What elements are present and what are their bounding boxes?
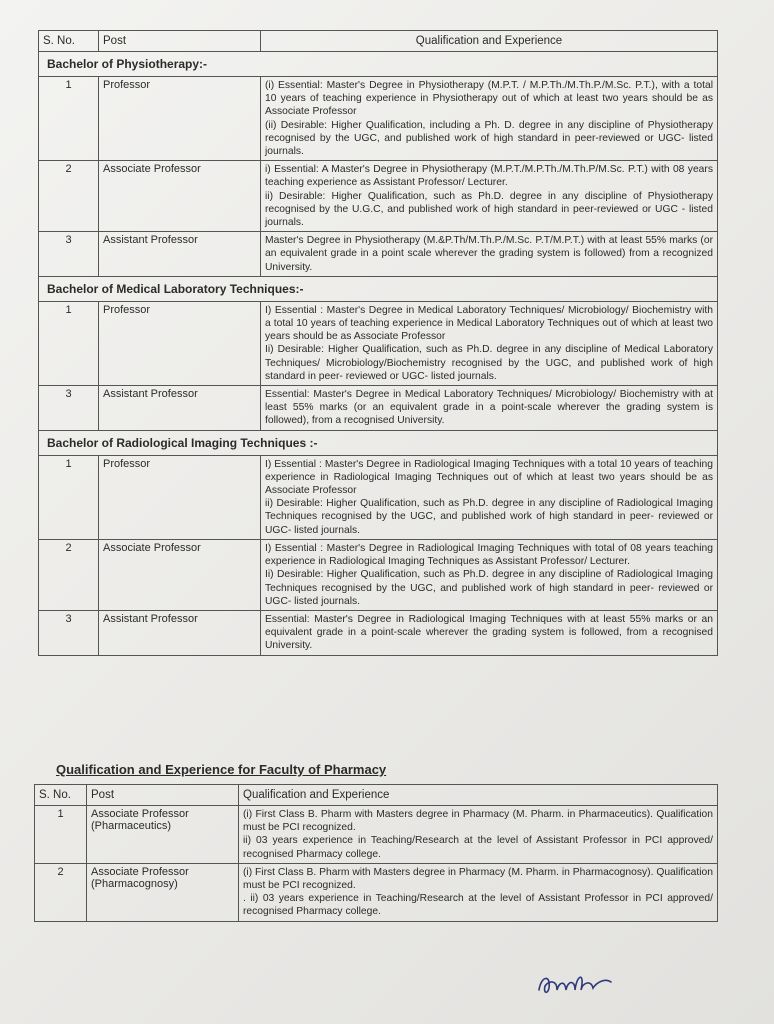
post-title: Associate Professor (Pharmacognosy): [87, 863, 239, 921]
qualification-text: Ii) Desirable: Higher Qualification, such as Ph.D. degree in any discipline of Medical Laboratory Techniques/ Microbiology/Biochemistry recognised by the UGC, and published work of high standard in peer- reviewed or UGC- listed journals.: [265, 344, 713, 382]
qualification-cell: [261, 455, 718, 539]
qualification-cell: [261, 301, 718, 385]
qualification-text: Master's Degree in Physiotherapy (M.&P.Th/M.Th.P./M.Sc. P.T/M.P.T.) with at least 55% marks (or an equivalent grade in a point scale wherever the grading system is followed) from a recognized University.: [265, 235, 713, 273]
qualification-text: I) Essential : Master's Degree in Radiological Imaging Techniques with a total 10 years of teaching experience in Radiological Imaging Techniques out of which at least two years should be as Associate Professor: [265, 458, 713, 497]
serial-number: 1: [39, 77, 99, 161]
qualification-cell: [261, 232, 718, 277]
section-header-row: [39, 276, 718, 301]
serial-number: 3: [39, 232, 99, 277]
qualification-text: (i) First Class B. Pharm with Masters degree in Pharmacy (M. Pharm. in Pharmacognosy). Qualification must be PCI recognized.: [243, 866, 713, 892]
serial-number: 3: [39, 386, 99, 431]
post-title: Associate Professor (Pharmaceutics): [87, 806, 239, 864]
qualification-cell: [261, 610, 718, 655]
qualification-text: Essential: Master's Degree in Radiological Imaging Techniques with at least 55% marks or an equivalent grade in a point-scale wherever the grading system is followed, from a recognised University.: [265, 613, 713, 652]
col-header-sno: S. No.: [35, 785, 87, 806]
section-title: Bachelor of Radiological Imaging Techniques :-: [39, 430, 718, 455]
table-row: [39, 539, 718, 610]
table-row: [39, 386, 718, 431]
qualification-cell: [261, 77, 718, 161]
table-row: [39, 455, 718, 539]
section-title: Bachelor of Medical Laboratory Techniques:-: [39, 276, 718, 301]
post-title: Associate Professor: [99, 161, 261, 232]
serial-number: 1: [39, 301, 99, 385]
qualification-text: (i) Essential: Master's Degree in Physiotherapy (M.P.T. / M.P.Th./M.Th.P./M.Sc. P.T.), with a total 10 years of teaching experience in Physiotherapy out of which at least two years should be as Associate Professor: [265, 80, 713, 118]
qualification-cell: [261, 161, 718, 232]
serial-number: 2: [35, 863, 87, 921]
serial-number: 1: [39, 455, 99, 539]
serial-number: 3: [39, 610, 99, 655]
serial-number: 2: [39, 161, 99, 232]
faculty-qualification-table: [38, 30, 718, 656]
table-row: [39, 77, 718, 161]
section-title: Bachelor of Physiotherapy:-: [39, 52, 718, 77]
qualification-text: Ii) Desirable: Higher Qualification, such as Ph.D. degree in any discipline of Radiological Imaging Techniques recognised by the UGC, and published work of high standard in peer- reviewed or UGC- listed journals.: [265, 569, 713, 607]
qualification-text: I) Essential : Master's Degree in Medical Laboratory Techniques/ Microbiology/ Biochemistry with a total 10 years of teaching experience in Medical Laboratory Techniques out of which at least two years should be as Associate Professor: [265, 304, 713, 343]
table-header-row: [35, 785, 718, 806]
table-header-row: [39, 31, 718, 52]
qualification-text: (ii) Desirable: Higher Qualification, including a Ph. D. degree in any discipline of Physiotherapy recognised by the UGC, and published work of high standard in peer-reviewed or UGC- listed journals.: [265, 119, 713, 158]
post-title: Assistant Professor: [99, 232, 261, 277]
qualification-cell: [239, 863, 718, 921]
post-title: Professor: [99, 77, 261, 161]
qualification-cell: [261, 539, 718, 610]
post-title: Associate Professor: [99, 539, 261, 610]
qualification-text: ii) Desirable: Higher Qualification, such as Ph.D. degree in any discipline of Physiotherapy recognised by the U.G.C, and published work of high standard in peer-reviewed or UGC - listed journals.: [265, 190, 713, 229]
col-header-qualification: Qualification and Experience: [261, 31, 718, 52]
col-header-sno: S. No.: [39, 31, 99, 52]
post-title: Assistant Professor: [99, 386, 261, 431]
qualification-text: . ii) 03 years experience in Teaching/Research at the level of Assistant Professor in PCI approved/ recognised Pharmacy college.: [243, 893, 713, 918]
col-header-qualification: Qualification and Experience: [239, 785, 718, 806]
col-header-post: Post: [99, 31, 261, 52]
serial-number: 1: [35, 806, 87, 864]
qualification-text: Essential: Master's Degree in Medical Laboratory Techniques/ Microbiology/ Biochemistry with at least 55% marks (or an equivalent grade in a point-scale wherever the grading system is followed), from a recognised University.: [265, 389, 713, 427]
pharmacy-qualification-table: [34, 784, 718, 922]
col-header-post: Post: [87, 785, 239, 806]
qualification-text: ii) 03 years experience in Teaching/Research at the level of Assistant Professor in PCI approved/ recognised Pharmacy college.: [243, 835, 713, 860]
table-row: [39, 161, 718, 232]
post-title: Professor: [99, 455, 261, 539]
handwritten-signature: [535, 968, 615, 1002]
pharmacy-section-heading: Qualification and Experience for Faculty of Pharmacy: [56, 762, 387, 777]
serial-number: 2: [39, 539, 99, 610]
qualification-text: (i) First Class B. Pharm with Masters degree in Pharmacy (M. Pharm. in Pharmaceutics). Qualification must be PCI recognized.: [243, 809, 713, 834]
table-row: [35, 863, 718, 921]
qualification-text: i) Essential: A Master's Degree in Physiotherapy (M.P.T./M.P.Th./M.Th.P/M.Sc. P.T.) with 08 years teaching experience as Assistant Professor/ Lecturer.: [265, 164, 713, 189]
section-header-row: [39, 52, 718, 77]
post-title: Assistant Professor: [99, 610, 261, 655]
section-header-row: [39, 430, 718, 455]
post-title: Professor: [99, 301, 261, 385]
qualification-text: ii) Desirable: Higher Qualification, such as Ph.D. degree in any discipline of Radiological Imaging Techniques recognised by the UGC, and published work of high standard in peer- reviewed or UGC- listed journals.: [265, 498, 713, 536]
qualification-text: I) Essential : Master's Degree in Radiological Imaging Techniques with total of 08 years teaching experience in Radiological Imaging Techniques as Assistant Professor/ Lecturer.: [265, 542, 713, 568]
qualification-cell: [261, 386, 718, 431]
table-row: [39, 301, 718, 385]
table-row: [35, 806, 718, 864]
table-row: [39, 232, 718, 277]
qualification-cell: [239, 806, 718, 864]
table-row: [39, 610, 718, 655]
